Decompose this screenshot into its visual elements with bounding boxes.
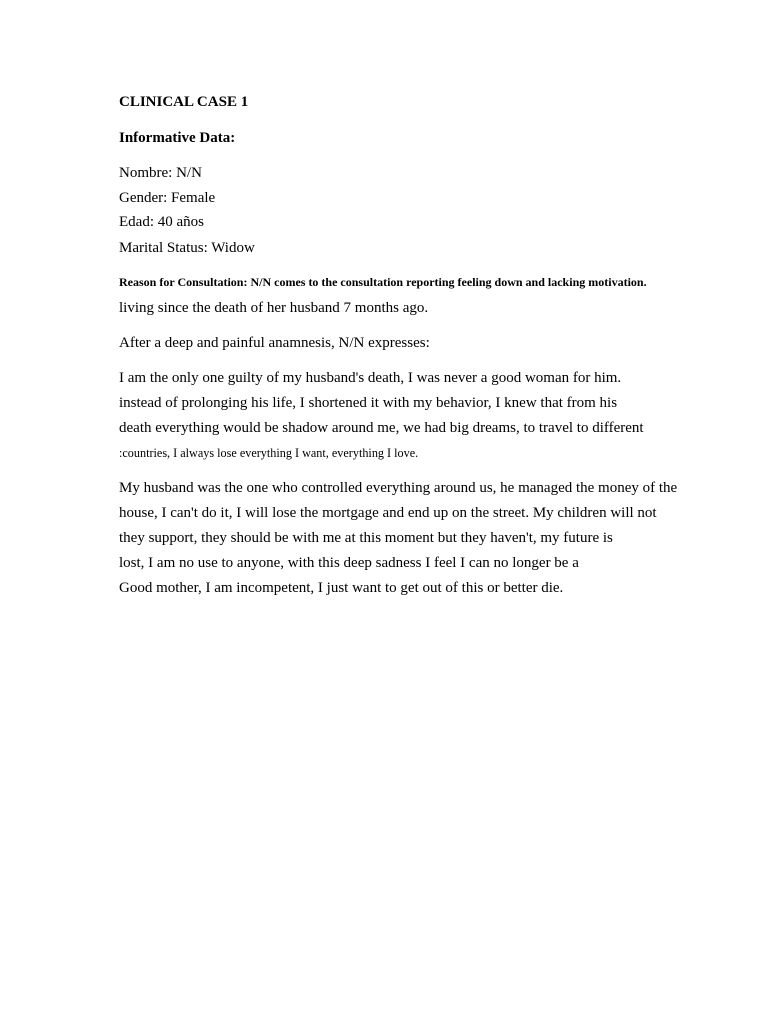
name-field: Nombre: N/N — [119, 165, 202, 181]
anamnesis-intro: After a deep and painful anamnesis, N/N expresses: — [119, 335, 430, 351]
gender-field: Gender: Female — [119, 190, 216, 206]
paragraph-line: they support, they should be with me at this moment but they haven't, my future is — [119, 530, 613, 546]
paragraph-line: instead of prolonging his life, I shortened it with my behavior, I knew that from his — [119, 395, 618, 411]
paragraph-line: I am the only one guilty of my husband's death, I was never a good woman for him. — [119, 370, 622, 386]
document-title: CLINICAL CASE 1 — [119, 94, 249, 110]
paragraph-line: death everything would be shadow around me, we had big dreams, to travel to different — [119, 420, 644, 436]
reason-for-consultation: Reason for Consultation: N/N comes to the consultation reporting feeling down and lacking motivation. — [119, 275, 647, 289]
paragraph-line: house, I can't do it, I will lose the mortgage and end up on the street. My children will not — [119, 505, 657, 521]
paragraph-line: Good mother, I am incompetent, I just want to get out of this or better die. — [119, 580, 564, 596]
paragraph-line: lost, I am no use to anyone, with this deep sadness I feel I can no longer be a — [119, 555, 579, 571]
paragraph-line: :countries, I always lose everything I want, everything I love. — [119, 446, 419, 460]
informative-data-heading: Informative Data: — [119, 130, 236, 146]
age-field: Edad: 40 años — [119, 214, 204, 230]
paragraph-line: My husband was the one who controlled everything around us, he managed the money of the — [119, 480, 678, 496]
reason-continuation: living since the death of her husband 7 months ago. — [119, 300, 429, 316]
marital-status-field: Marital Status: Widow — [119, 240, 255, 256]
